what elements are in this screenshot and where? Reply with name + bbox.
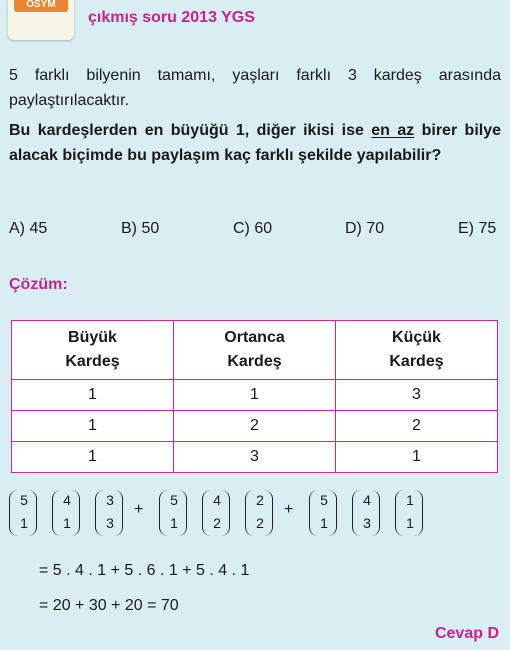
logo-text: ÖSYM <box>14 0 68 12</box>
header-ortanca: Ortanca Kardeş <box>174 321 336 380</box>
binomial: 5 1 <box>309 490 341 542</box>
table-row <box>12 442 498 473</box>
table-cell: 3 <box>336 380 498 411</box>
table-cell: 2 <box>174 411 336 442</box>
plus-sign: + <box>284 501 294 518</box>
plus-sign: + <box>134 501 144 518</box>
underlined-phrase: en az <box>371 122 415 139</box>
solution-heading: Çözüm: <box>9 276 68 293</box>
question-prompt-part1: Bu kardeşlerden en büyüğü 1, diğer ikisi ise <box>9 122 372 139</box>
question-prompt <box>9 118 501 168</box>
header-kucuk: Küçük Kardeş <box>336 321 498 380</box>
table-header-row <box>12 321 498 380</box>
choice-d: D) 70 <box>345 220 385 237</box>
table-cell: 1 <box>336 442 498 473</box>
table-row <box>12 411 498 442</box>
question-intro: 5 farklı bilyenin tamamı, yaşları farklı 3 kardeş arasında paylaştırılacaktır. <box>9 67 501 109</box>
table-cell: 1 <box>174 380 336 411</box>
header-buyuk: Büyük Kardeş <box>12 321 174 380</box>
binomial: 5 1 <box>159 490 191 542</box>
calculation-line: = 5 . 4 . 1 + 5 . 6 . 1 + 5 . 4 . 1 <box>39 562 250 579</box>
table-cell: 3 <box>174 442 336 473</box>
table-cell: 1 <box>12 442 174 473</box>
osym-logo <box>8 0 74 40</box>
choice-c: C) 60 <box>233 220 273 237</box>
binomial: 4 3 <box>352 490 384 542</box>
question-prompt-part2: birer bilye alacak biçimde bu paylaşım kaç farklı şekilde yapılabilir? <box>9 122 502 164</box>
table-cell: 1 <box>12 380 174 411</box>
table-cell: 1 <box>12 411 174 442</box>
choice-e: E) 75 <box>458 220 497 237</box>
result-line: = 20 + 30 + 20 = 70 <box>39 597 179 614</box>
source-label: çıkmış soru 2013 YGS <box>88 9 255 26</box>
binomial: 2 2 <box>245 490 277 542</box>
binomial: 1 1 <box>395 490 427 542</box>
binomial: 4 2 <box>202 490 234 542</box>
binomial: 5 1 <box>9 490 41 542</box>
answer-label: Cevap D <box>434 625 499 642</box>
table-row <box>12 380 498 411</box>
distribution-table <box>11 320 498 473</box>
combination-formula <box>9 490 501 542</box>
choice-b: B) 50 <box>121 220 160 237</box>
choice-a: A) 45 <box>9 220 48 237</box>
table-cell: 2 <box>336 411 498 442</box>
binomial: 4 1 <box>52 490 84 542</box>
binomial: 3 3 <box>95 490 127 542</box>
